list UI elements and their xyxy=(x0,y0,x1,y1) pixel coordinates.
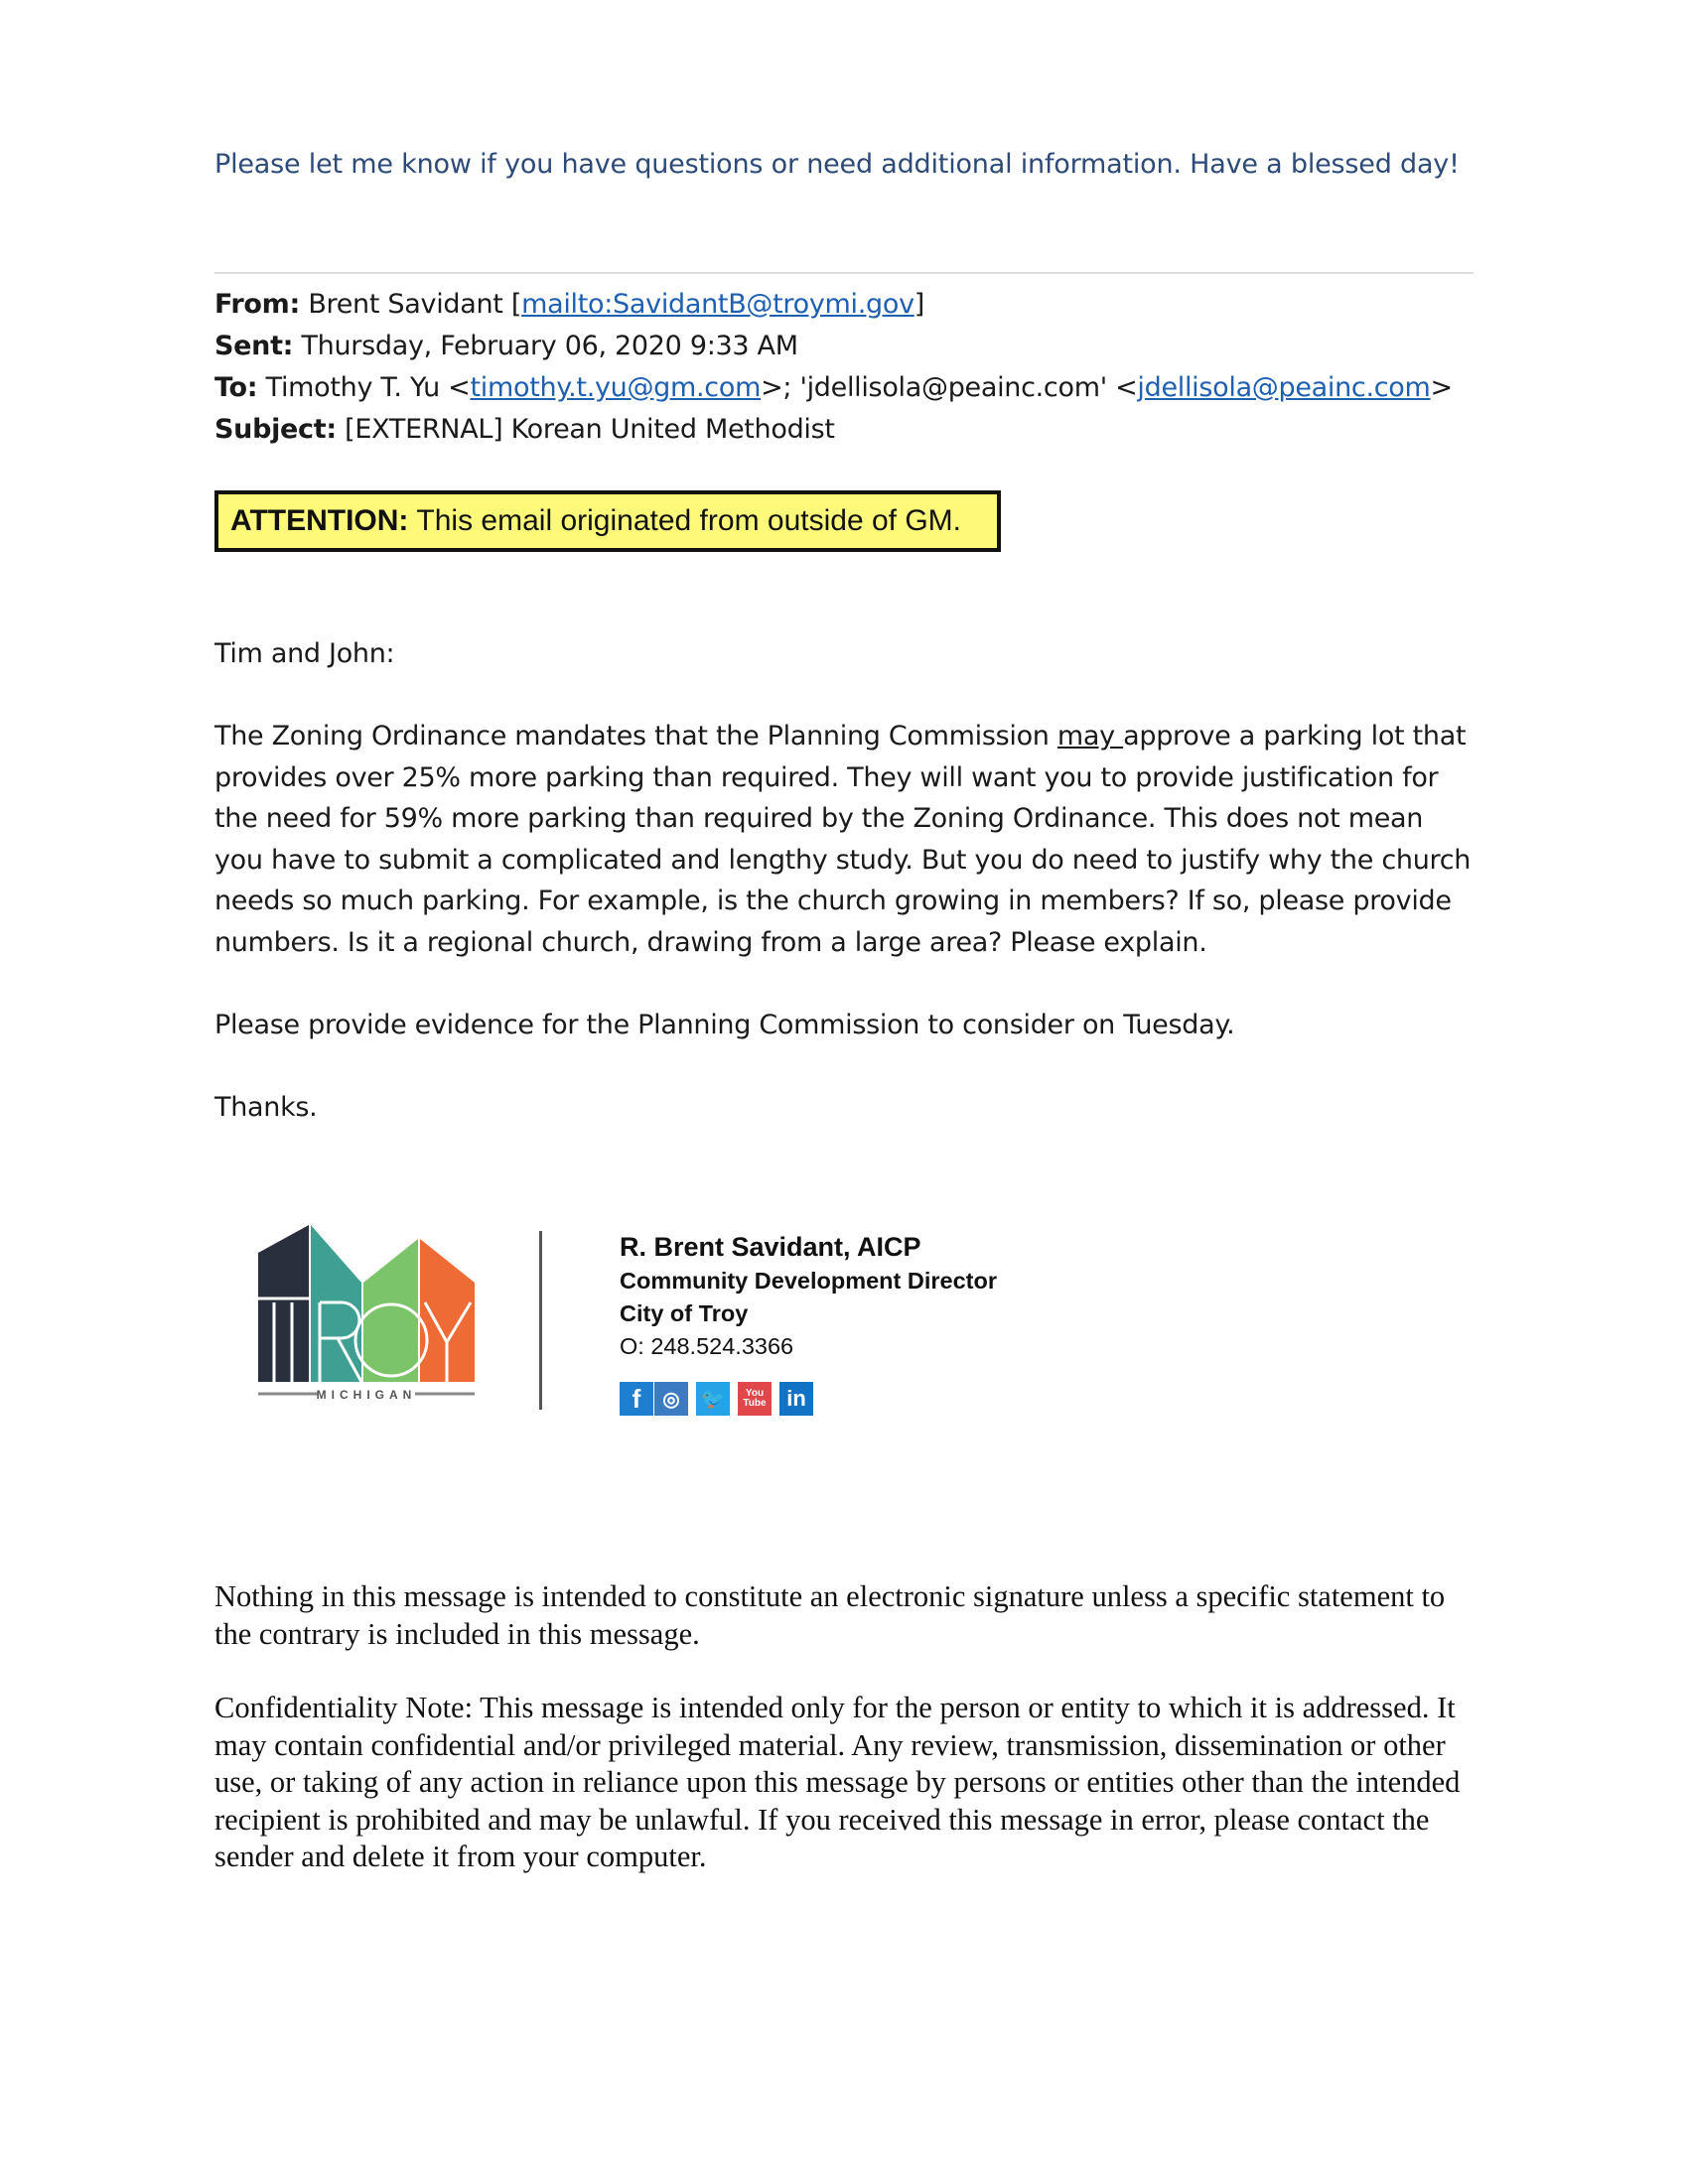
sent-value: Thursday, February 06, 2020 9:33 AM xyxy=(301,331,798,361)
to-mid: >; 'jdellisola@peainc.com' < xyxy=(761,372,1138,403)
to-email-link-1[interactable]: timothy.t.yu@gm.com xyxy=(470,372,762,403)
email-header xyxy=(214,284,1453,451)
header-divider xyxy=(214,272,1474,274)
attention-text: This email originated from outside of GM. xyxy=(416,504,961,537)
external-email-banner xyxy=(214,490,1001,552)
para1-after: approve a parking lot that provides over 25% more parking than required. They will want you to provide justification for the need for 59% more parking than required by the Zoning Ordinance. This does not mean you have to submit a complicated and lengthy study. But you do need to justify why the church needs so much parking. For example, is the church growing in members? If so, please provide numbers. Is it a regional church, drawing from a large area? Please explain. xyxy=(214,721,1472,958)
subject-row xyxy=(214,409,1453,451)
linkedin-icon[interactable]: in xyxy=(779,1382,813,1416)
para1-before: The Zoning Ordinance mandates that the Planning Commission xyxy=(214,721,1057,751)
confidentiality-note: Confidentiality Note: This message is intended only for the person or entity to which it is addressed. It may contain confidential and/or privileged material. Any review, transmission, dissemination or other use, or taking of any action in reliance upon this message by persons or entities other than the intended recipient is prohibited and may be unlawful. If you received this message in error, please contact the sender and delete it from your computer. xyxy=(214,1691,1461,1873)
from-row xyxy=(214,284,1453,326)
subject-value: [EXTERNAL] Korean United Methodist xyxy=(345,414,835,445)
from-close: ] xyxy=(914,289,924,320)
signature-notice: Nothing in this message is intended to constitute an electronic signature unless a specific statement to the contrary is included in this message. xyxy=(214,1579,1446,1651)
to-row xyxy=(214,367,1453,409)
from-label: From: xyxy=(214,289,301,320)
sent-row xyxy=(214,326,1453,367)
signature-text xyxy=(620,1229,997,1363)
closing-line: Please let me know if you have questions or need additional information. Have a blessed day! xyxy=(214,149,1460,180)
to-name: Timothy T. Yu < xyxy=(265,372,471,403)
signature-phone: O: 248.524.3366 xyxy=(620,1333,794,1359)
to-email-link-2[interactable]: jdellisola@peainc.com xyxy=(1137,372,1431,403)
youtube-icon[interactable] xyxy=(738,1382,772,1416)
to-close: > xyxy=(1430,372,1453,403)
subject-label: Subject: xyxy=(214,414,337,445)
email-signature xyxy=(254,1219,1247,1418)
to-label: To: xyxy=(214,372,258,403)
logo-michigan-text: MICHIGAN xyxy=(316,1388,417,1402)
body-paragraph-2: Please provide evidence for the Planning Commission to consider on Tuesday. xyxy=(214,1009,1235,1040)
facebook-icon[interactable]: f xyxy=(620,1382,653,1416)
twitter-icon[interactable]: 🐦 xyxy=(696,1382,730,1416)
greeting: Tim and John: xyxy=(214,638,395,669)
from-email-link[interactable]: mailto:SavidantB@troymi.gov xyxy=(521,289,914,320)
para1-underlined: may xyxy=(1056,721,1124,751)
youtube-icon-bottom: Tube xyxy=(743,1398,767,1409)
instagram-icon[interactable]: ◎ xyxy=(654,1382,688,1416)
youtube-icon-top: You xyxy=(745,1388,765,1399)
from-name: Brent Savidant [ xyxy=(308,289,522,320)
signature-divider xyxy=(539,1231,542,1410)
signoff: Thanks. xyxy=(214,1091,318,1123)
signature-organization: City of Troy xyxy=(620,1300,749,1326)
sent-label: Sent: xyxy=(214,331,294,361)
troy-michigan-logo xyxy=(254,1223,512,1402)
email-body xyxy=(214,633,1476,1169)
body-paragraph-1 xyxy=(214,716,1476,963)
signature-title: Community Development Director xyxy=(620,1268,997,1294)
legal-disclaimer xyxy=(214,1578,1485,1913)
signature-name: R. Brent Savidant, AICP xyxy=(620,1232,921,1262)
attention-label: ATTENTION: xyxy=(230,504,409,537)
social-links xyxy=(620,1382,821,1416)
